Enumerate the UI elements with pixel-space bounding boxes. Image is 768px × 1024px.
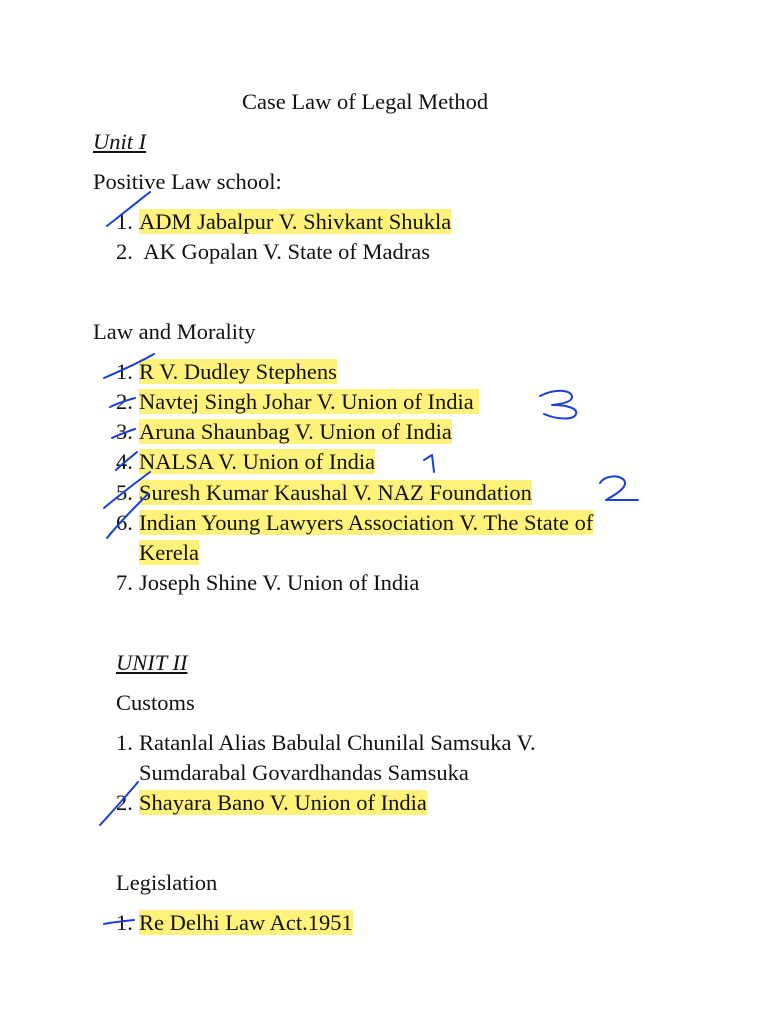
rank-3-digit: [540, 391, 576, 419]
section-heading-law-morality: Law and Morality: [93, 319, 256, 344]
case-name-continuation: Kerela: [139, 540, 199, 565]
list-item: [116, 788, 427, 818]
list-item-continuation: [139, 538, 199, 568]
list-number: 7.: [116, 570, 133, 595]
case-name: NALSA V. Union of India: [139, 449, 376, 474]
rank-label-navtej: [544, 390, 545, 391]
case-name: Joseph Shine V. Union of India: [139, 570, 420, 595]
case-name: Navtej Singh Johar V. Union of India: [139, 389, 480, 414]
list-item: [116, 207, 451, 237]
unit-1-heading: Unit I: [93, 129, 147, 154]
list-number: 1.: [116, 910, 133, 935]
list-item: [116, 237, 430, 267]
section-heading-positive-law: Positive Law school:: [93, 169, 282, 194]
case-name: Aruna Shaunbag V. Union of India: [139, 419, 452, 444]
list-number: 1.: [116, 730, 133, 755]
case-name: Ratanlal Alias Babulal Chunilal Samsuka V.: [139, 730, 536, 755]
list-number: 1.: [116, 209, 133, 234]
list-number: 5.: [116, 480, 133, 505]
list-number: 2.: [116, 239, 133, 264]
case-name: Shayara Bano V. Union of India: [139, 790, 427, 815]
list-item-continuation: [139, 758, 469, 788]
list-number: 4.: [116, 449, 133, 474]
page-title: Case Law of Legal Method: [242, 89, 489, 114]
list-number: 1.: [116, 359, 133, 384]
list-item: [116, 568, 419, 598]
list-item: [116, 387, 479, 417]
list-item: [116, 357, 337, 387]
list-item: [116, 508, 593, 538]
rank-label-suresh: [602, 478, 603, 479]
list-item: [116, 728, 536, 758]
unit-2-heading: UNIT II: [116, 650, 188, 675]
rank-label-nalsa: [424, 454, 425, 455]
list-item: [116, 908, 353, 938]
list-item: [116, 417, 452, 447]
list-item: [116, 447, 375, 477]
rank-1-digit: [424, 455, 434, 472]
rank-2-digit: [600, 476, 638, 500]
case-name-continuation: Sumdarabal Govardhandas Samsuka: [139, 760, 469, 785]
section-heading-customs: Customs: [116, 690, 195, 715]
section-heading-legislation: Legislation: [116, 870, 218, 895]
case-name: R V. Dudley Stephens: [139, 359, 337, 384]
case-name: Indian Young Lawyers Association V. The State of: [139, 510, 594, 535]
list-number: 2.: [116, 790, 133, 815]
case-name: ADM Jabalpur V. Shivkant Shukla: [139, 209, 452, 234]
list-number: 6.: [116, 510, 133, 535]
list-number: 3.: [116, 419, 133, 444]
list-item: [116, 478, 532, 508]
case-name: AK Gopalan V. State of Madras: [139, 239, 431, 264]
case-name: Re Delhi Law Act.1951: [139, 910, 353, 935]
list-number: 2.: [116, 389, 133, 414]
case-name: Suresh Kumar Kaushal V. NAZ Foundation: [139, 480, 532, 505]
